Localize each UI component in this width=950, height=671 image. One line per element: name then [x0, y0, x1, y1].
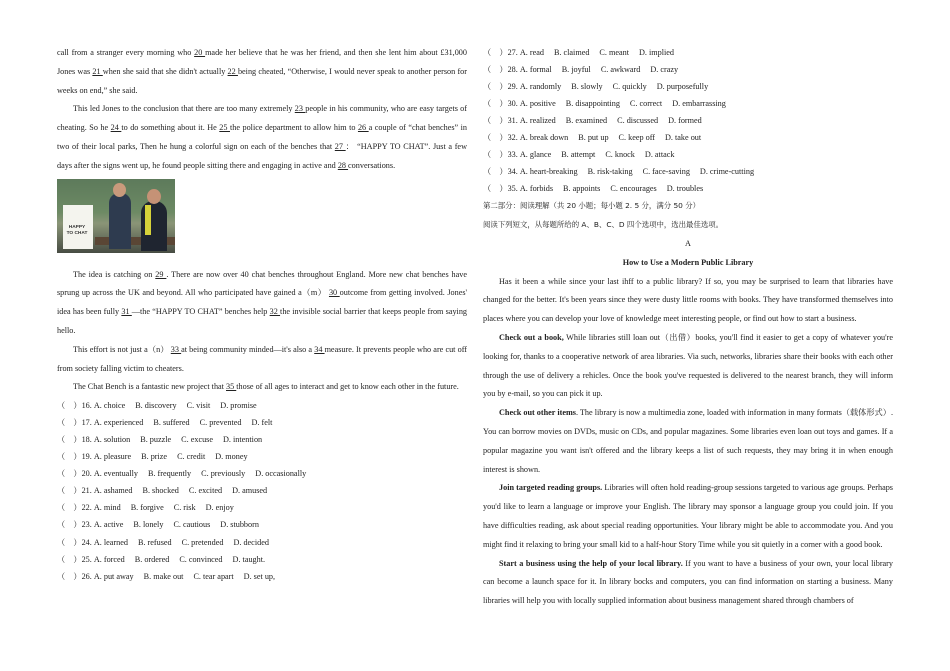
blank-26: 26: [357, 123, 369, 133]
left-column: [57, 44, 467, 585]
question-list: [57, 397, 467, 585]
paragraph: Check out a book, While libraries still loan out（出借）books, you'll find it easier to get a copy of whatever you're looking for, thanks to a cooperative network of area libraries. Via such, networks, libraries share their books with each other through the use of delivery a rehicles. Once the book you've requested is delivered to the nearest branch, they will inform you by e-mail, so you can pick it up.: [483, 333, 893, 399]
blank-31: 31: [121, 307, 132, 317]
passage-letter: A: [685, 239, 691, 249]
passage-title: How to Use a Modern Public Library: [622, 257, 754, 267]
blank-28: 28: [337, 160, 349, 170]
blank-33: 33: [170, 344, 182, 354]
section-heading: 第二部分：阅读理解（共 20 小题；每小题 2. 5 分，满分 50 分）: [483, 201, 700, 211]
question-item: （ ）34. A. heart-breaking B. risk-taking C. face-saving D. crime-cutting: [483, 167, 755, 177]
blank-35: 35: [226, 382, 237, 392]
question-item: （ ）33. A. glance B. attempt C. knock D. attack: [483, 150, 675, 160]
question-item: （ ）20. A. eventually B. frequently C. previously D. occasionally: [57, 469, 307, 479]
question-item: （ ）29. A. randomly B. slowly C. quickly D. purposefully: [483, 82, 709, 92]
blank-34: 34: [314, 344, 325, 354]
blank-22: 22: [227, 66, 238, 76]
paragraph: call from a stranger every morning who 20 made her believe that he was her friend, and then she lent him about £31,000 Jones was 21 when she said that she didn't actually 22 being cheated, “Otherwise, I would never speak to another person for weeks on end,” she said.: [57, 48, 467, 95]
blank-29: 29: [155, 269, 167, 279]
paragraph: The idea is catching on 29 . There are now over 40 chat benches throughout England. More new chat benches have sprung up across the UK and beyond. All who participated have gained a（m） 30 outcome from getting involved. Jones' idea has been fully 31 —the “HAPPY TO CHAT” benches help 32 the invisible social barrier that keeps people from saying hello.: [57, 269, 468, 335]
question-list: [483, 44, 893, 197]
blank-30: 30: [328, 288, 340, 298]
chat-bench-photo: [57, 179, 175, 253]
paragraph: This led Jones to the conclusion that there are too many extremely 23 people in his community, who are easy targets of cheating. So he 24 to do something about it. He 25 the police department to allow him to 26 a couple of “chat benches” in two of their local parks, Then he hung a colorful sign on each of the benches that 27 ： “HAPPY TO CHAT”. Just a few days after the signs went up, he found people sitting there and engaging in active and 28 conversations.: [57, 104, 468, 170]
question-item: （ ）31. A. realized B. examined C. discussed D. formed: [483, 116, 702, 126]
blank-24: 24: [110, 123, 122, 133]
question-item: （ ）23. A. active B. lonely C. cautious D. stubborn: [57, 520, 259, 530]
question-item: （ ）30. A. positive B. disappointing C. correct D. embarrassing: [483, 99, 726, 109]
instruction: 阅读下列短文，从每题所给的 A、B、C、D 四个选项中，选出最佳选项。: [483, 220, 724, 230]
paragraph: Check out other items. The library is now a multimedia zone, loaded with information in many formats（载体形式）. You can borrow movies on DVDs, music on CDs, and popular magazines. Some libraries even loan out toys and games. If a popular magazine you want isn't offered and the library keeps a list of such requests, they may bring it in when enough interest is shown.: [483, 408, 893, 474]
paragraph: Join targeted reading groups. Libraries will often hold reading-group sessions targeted to various age groups. Perhaps you'd like to learn a language or improve your English. The library may sponsor a language group you could join. If you have difficulties reading, ask about special reading opportunities. Your library might be able to accommodate you. And you might find it relaxing to bring your small kid to a half-hour Story Time while you sit quietly in a corner with a good book.: [483, 483, 893, 549]
question-item: （ ）19. A. pleasure B. prize C. credit D. money: [57, 452, 248, 462]
question-item: （ ）21. A. ashamed B. shocked C. excited D. amused: [57, 486, 268, 496]
question-item: （ ）17. A. experienced B. suffered C. prevented D. felt: [57, 418, 273, 428]
question-item: （ ）25. A. forced B. ordered C. convinced D. taught.: [57, 554, 266, 564]
paragraph: Has it been a while since your last ihff to a public library? If so, you may be surprised to learn that libraries have changed for the better. It's been years since they were dusty little rooms with books. They have transformed themselves into places where you can develop your love of knowledge meet interesting people, or find out how to start a business.: [483, 276, 893, 324]
question-item: （ ）24. A. learned B. refused C. pretended D. decided: [57, 537, 269, 547]
blank-23: 23: [294, 104, 306, 114]
question-item: （ ）32. A. break down B. put up C. keep off D. take out: [483, 133, 702, 143]
question-item: （ ）28. A. formal B. joyful C. awkward D. crazy: [483, 65, 679, 75]
blank-25: 25: [219, 123, 230, 133]
question-item: （ ）26. A. put away B. make out C. tear apart D. set up,: [57, 571, 276, 581]
blank-32: 32: [269, 307, 281, 317]
question-item: （ ）35. A. forbids B. appoints C. encourages D. troubles: [483, 184, 704, 194]
blank-27: 27: [334, 141, 346, 151]
paragraph: Start a business using the help of your local library. If you want to have a business of your own, your local library can become a launch space for it. In library bocks and computers, you can find information on starting a business. Many libraries will help you with locally supplied information about business management shared through chambers of: [483, 558, 893, 606]
blank-20: 20: [194, 48, 206, 57]
question-item: （ ）22. A. mind B. forgive C. risk D. enjoy: [57, 503, 234, 513]
paragraph: This effort is not just a（n） 33 at being community minded—it's also a 34 measure. It prevents people who are cut off from society falling victim to cheaters.: [57, 344, 468, 373]
sign-text: HAPPY TO CHAT: [66, 224, 88, 236]
question-item: （ ）18. A. solution B. puzzle C. excuse D. intention: [57, 435, 263, 445]
paragraph: The Chat Bench is a fantastic new project that 35 those of all ages to interact and get to know each other in the future.: [73, 382, 459, 392]
question-item: （ ）16. A. choice B. discovery C. visit D. promise: [57, 401, 257, 411]
question-item: （ ）27. A. read B. claimed C. meant D. implied: [483, 48, 675, 57]
right-column: [483, 44, 893, 611]
blank-21: 21: [92, 66, 103, 76]
